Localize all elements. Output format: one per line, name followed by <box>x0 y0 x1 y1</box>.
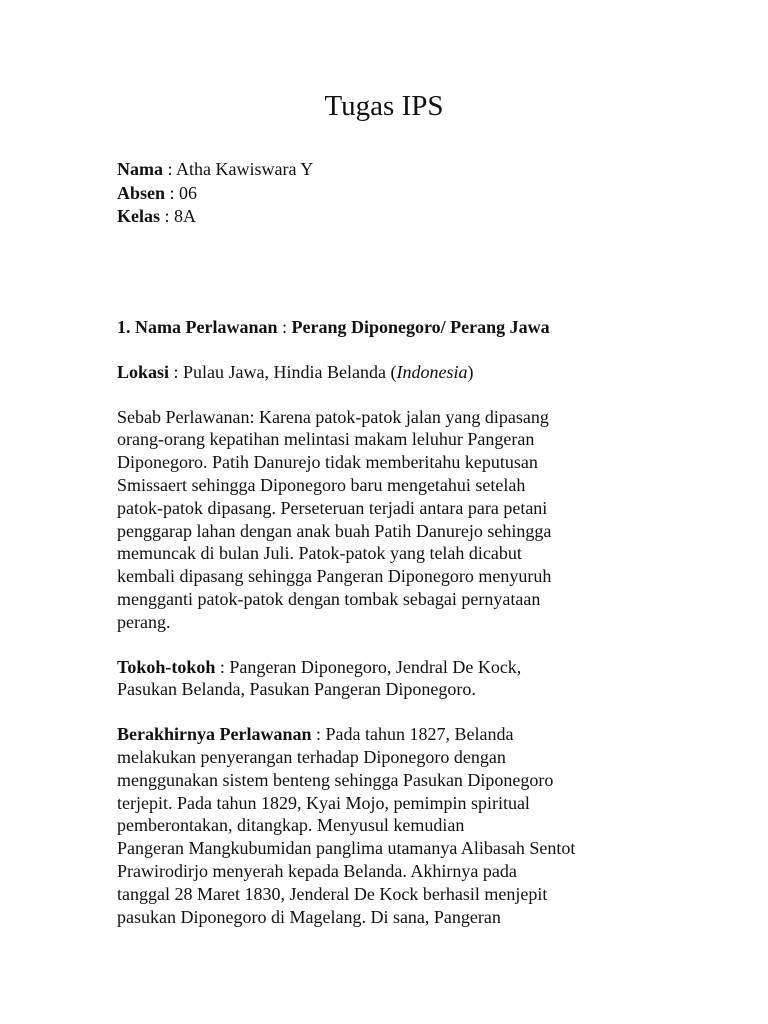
document-body <box>117 316 657 950</box>
sebab-text-1: orang-orang kepatihan melintasi makam leluhur Pangeran <box>117 429 535 450</box>
berakhir-text-4: pemberontakan, ditangkap. Menyusul kemudian <box>117 815 465 836</box>
nama-row <box>117 158 313 182</box>
sebab-label: Sebab Perlawanan: Karena <box>117 406 311 427</box>
tokoh-label: Tokoh-tokoh <box>117 656 216 677</box>
absen-label: Absen <box>117 182 166 203</box>
section-heading-label: 1. Nama Perlawanan <box>117 317 278 337</box>
sebab-text-8: mengganti patok-patok dengan tombak sebagai pernyataan <box>117 588 541 609</box>
tokoh-text-1: Pasukan Belanda, Pasukan Pangeran Diponegoro. <box>117 679 476 700</box>
sebab-text-7: kembali dipasang sehingga Pangeran Diponegoro menyuruh <box>117 566 552 587</box>
sebab-text-0: patok-patok jalan yang dipasang <box>310 406 549 427</box>
kelas-value: : 8A <box>160 206 196 226</box>
berakhir-paragraph <box>117 723 657 928</box>
berakhir-label: Berakhirnya Perlawanan <box>117 724 312 745</box>
berakhir-text-7: tanggal 28 Maret 1830, Jenderal De Kock berhasil menjepit <box>117 883 548 904</box>
kelas-label: Kelas <box>117 206 160 226</box>
sebab-text-9: perang. <box>117 611 171 632</box>
lokasi-value-italic: Indonesia <box>396 361 468 382</box>
section-heading-sep: : <box>277 317 292 337</box>
berakhir-text-3: terjepit. Pada tahun 1829, Kyai Mojo, pemimpin spiritual <box>117 792 530 813</box>
student-info <box>117 158 313 229</box>
sebab-text-5: penggarap lahan dengan anak buah Patih Danurejo sehingga <box>117 520 552 541</box>
berakhir-text-1: melakukan penyerangan terhadap Diponegoro dengan <box>117 746 506 767</box>
sebab-text-3: Smissaert sehingga Diponegoro baru mengetahui setelah <box>117 474 526 495</box>
section-heading <box>117 316 657 339</box>
kelas-row <box>117 205 313 229</box>
absen-row <box>117 182 313 206</box>
sebab-text-4: patok-patok dipasang. Perseteruan terjadi antara para petani <box>117 497 548 518</box>
sebab-text-2: Diponegoro. Patih Danurejo tidak memberitahu keputusan <box>117 452 538 473</box>
nama-value: : Atha Kawiswara Y <box>163 159 314 179</box>
berakhir-text-6: Prawirodirjo menyerah kepada Belanda. Akhirnya pada <box>117 860 517 881</box>
document-title: Tugas IPS <box>324 90 444 122</box>
section-heading-value: Perang Diponegoro/ Perang Jawa <box>291 317 550 337</box>
lokasi-label: Lokasi <box>117 361 170 382</box>
berakhir-text-8: pasukan Diponegoro di Magelang. Di sana, Pangeran <box>117 906 501 927</box>
berakhir-text-5: Pangeran Mangkubumidan panglima utamanya Alibasah Sentot <box>117 838 576 859</box>
tokoh-paragraph <box>117 656 657 702</box>
sebab-text-6: memuncak di bulan Juli. Patok-patok yang telah dicabut <box>117 543 522 564</box>
lokasi-value-pre: : Pulau Jawa, Hindia Belanda ( <box>169 361 397 382</box>
lokasi-paragraph <box>117 361 657 384</box>
lokasi-value-post: ) <box>467 361 474 382</box>
nama-label: Nama <box>117 159 163 179</box>
tokoh-text-0: : Pangeran Diponegoro, Jendral De Kock, <box>215 656 522 677</box>
sebab-paragraph <box>117 406 657 634</box>
berakhir-text-2: menggunakan sistem benteng sehingga Pasukan Diponegoro <box>117 769 554 790</box>
absen-value: : 06 <box>165 182 198 203</box>
berakhir-text-0: : Pada tahun 1827, Belanda <box>311 724 514 745</box>
tokoh-line-0 <box>117 656 657 679</box>
sebab-line-0 <box>117 406 657 429</box>
berakhir-line-0 <box>117 723 657 746</box>
